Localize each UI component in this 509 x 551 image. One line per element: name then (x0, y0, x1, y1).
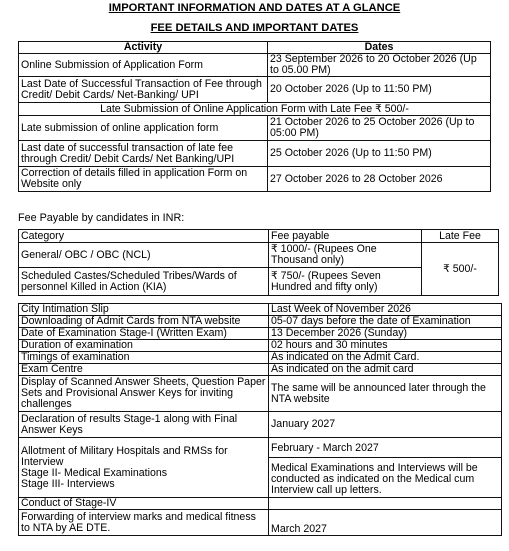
schedule-value: March 2027 (269, 510, 502, 536)
schedule-label: Exam Centre (19, 364, 269, 376)
allotment-label (19, 438, 269, 498)
schedule-label: Duration of examination (19, 340, 269, 352)
stage-iii-line: Stage III- Interviews (21, 477, 115, 490)
dates-table-header (19, 42, 491, 54)
main-title: IMPORTANT INFORMATION AND DATES AT A GLANCE (108, 2, 401, 14)
fee-table (18, 229, 499, 296)
activity-cell: Online Submission of Application Form (19, 54, 268, 77)
schedule-label: Timings of examination (19, 352, 269, 364)
activity-cell: Last Date of Successful Transaction of Fee through Credit/ Debit Cards/ Net-Banking/ UPI (19, 77, 268, 103)
schedule-value: 02 hours and 30 minutes (269, 340, 502, 352)
allotment-period: February - March 2027 (269, 439, 501, 458)
late-fee-header: Late Fee (422, 230, 499, 243)
table-row (19, 141, 491, 167)
activity-cell: Last date of successful transaction of late fee through Credit/ Debit Cards/ Net Banking/UPI (19, 141, 268, 167)
schedule-label: Date of Examination Stage-I (Written Exam) (19, 328, 269, 340)
table-row (19, 498, 502, 510)
schedule-value: 05-07 days before the date of Examination (269, 316, 502, 328)
activity-header: Activity (19, 42, 268, 54)
table-row (19, 328, 502, 340)
table-row (19, 352, 502, 364)
category-header: Category (19, 230, 269, 243)
fee-payable-label: Fee Payable by candidates in INR: (18, 212, 185, 224)
schedule-label: City Intimation Slip (19, 304, 269, 316)
schedule-label: Display of Scanned Answer Sheets, Question Paper Sets and Provisional Answer Keys for inviting challenges (19, 376, 269, 412)
table-row (19, 510, 502, 536)
table-row (19, 77, 491, 103)
fee-details-title: FEE DETAILS AND IMPORTANT DATES (150, 22, 359, 34)
schedule-value: As indicated on the admit card (269, 364, 502, 376)
table-row (19, 412, 502, 438)
table-row (19, 364, 502, 376)
table-row (19, 243, 499, 268)
fee-payable-header: Fee payable (269, 230, 422, 243)
activity-cell: Correction of details filled in application Form on Website only (19, 167, 268, 192)
allotment-row (19, 438, 502, 498)
late-submission-heading: Late Submission of Online Application Form with Late Fee ₹ 500/- (19, 103, 491, 116)
schedule-value: January 2027 (269, 412, 502, 438)
schedule-table (18, 303, 502, 536)
schedule-label: Conduct of Stage-IV (19, 498, 269, 510)
category-cell: Scheduled Castes/Scheduled Tribes/Wards of personnel Killed in Action (KIA) (19, 268, 269, 296)
table-row (19, 376, 502, 412)
medical-interview-note: Medical Examinations and Interviews will be conducted as indicated on the Medical cum Interview call up letters. (271, 462, 478, 496)
late-fee-cell: ₹ 500/- (422, 243, 499, 296)
dates-cell: 20 October 2026 (Up to 11:50 PM) (268, 77, 491, 103)
schedule-value: 13 December 2026 (Sunday) (269, 328, 502, 340)
table-row (19, 304, 502, 316)
table-row (19, 340, 502, 352)
dates-cell: 25 October 2026 (Up to 11:50 PM) (268, 141, 491, 167)
schedule-label: Downloading of Admit Cards from NTA website (19, 316, 269, 328)
schedule-value: As indicated on the Admit Card. (269, 352, 502, 364)
fee-cell: ₹ 750/- (Rupees Seven Hundred and fifty only) (269, 268, 422, 296)
dates-cell: 23 September 2026 to 20 October 2026 (Up to 05.00 PM) (268, 54, 491, 77)
schedule-value (269, 498, 502, 510)
schedule-value: The same will be announced later through the NTA website (269, 376, 502, 412)
schedule-label: Forwarding of interview marks and medical fitness to NTA by AE DTE. (19, 510, 269, 536)
dates-table (18, 41, 491, 192)
stage-ii-line: Stage II- Medical Examinations (21, 466, 168, 479)
allotment-value (269, 438, 502, 498)
fee-cell: ₹ 1000/- (Rupees One Thousand only) (269, 243, 422, 268)
category-cell: General/ OBC / OBC (NCL) (19, 243, 269, 268)
dates-cell: 21 October 2026 to 25 October 2026 (Up to 05:00 PM) (268, 116, 491, 141)
dates-header: Dates (268, 42, 491, 54)
activity-cell: Late submission of online application form (19, 116, 268, 141)
table-row (19, 116, 491, 141)
schedule-label: Declaration of results Stage-1 along with Final Answer Keys (19, 412, 269, 438)
table-row (19, 316, 502, 328)
fee-table-header (19, 230, 499, 243)
table-row (19, 167, 491, 192)
allotment-line: Allotment of Military Hospitals and RMSs for Interview (21, 444, 228, 468)
schedule-value: Last Week of November 2026 (269, 304, 502, 316)
dates-cell: 27 October 2026 to 28 October 2026 (268, 167, 491, 192)
late-submission-row (19, 103, 491, 116)
table-row (19, 54, 491, 77)
